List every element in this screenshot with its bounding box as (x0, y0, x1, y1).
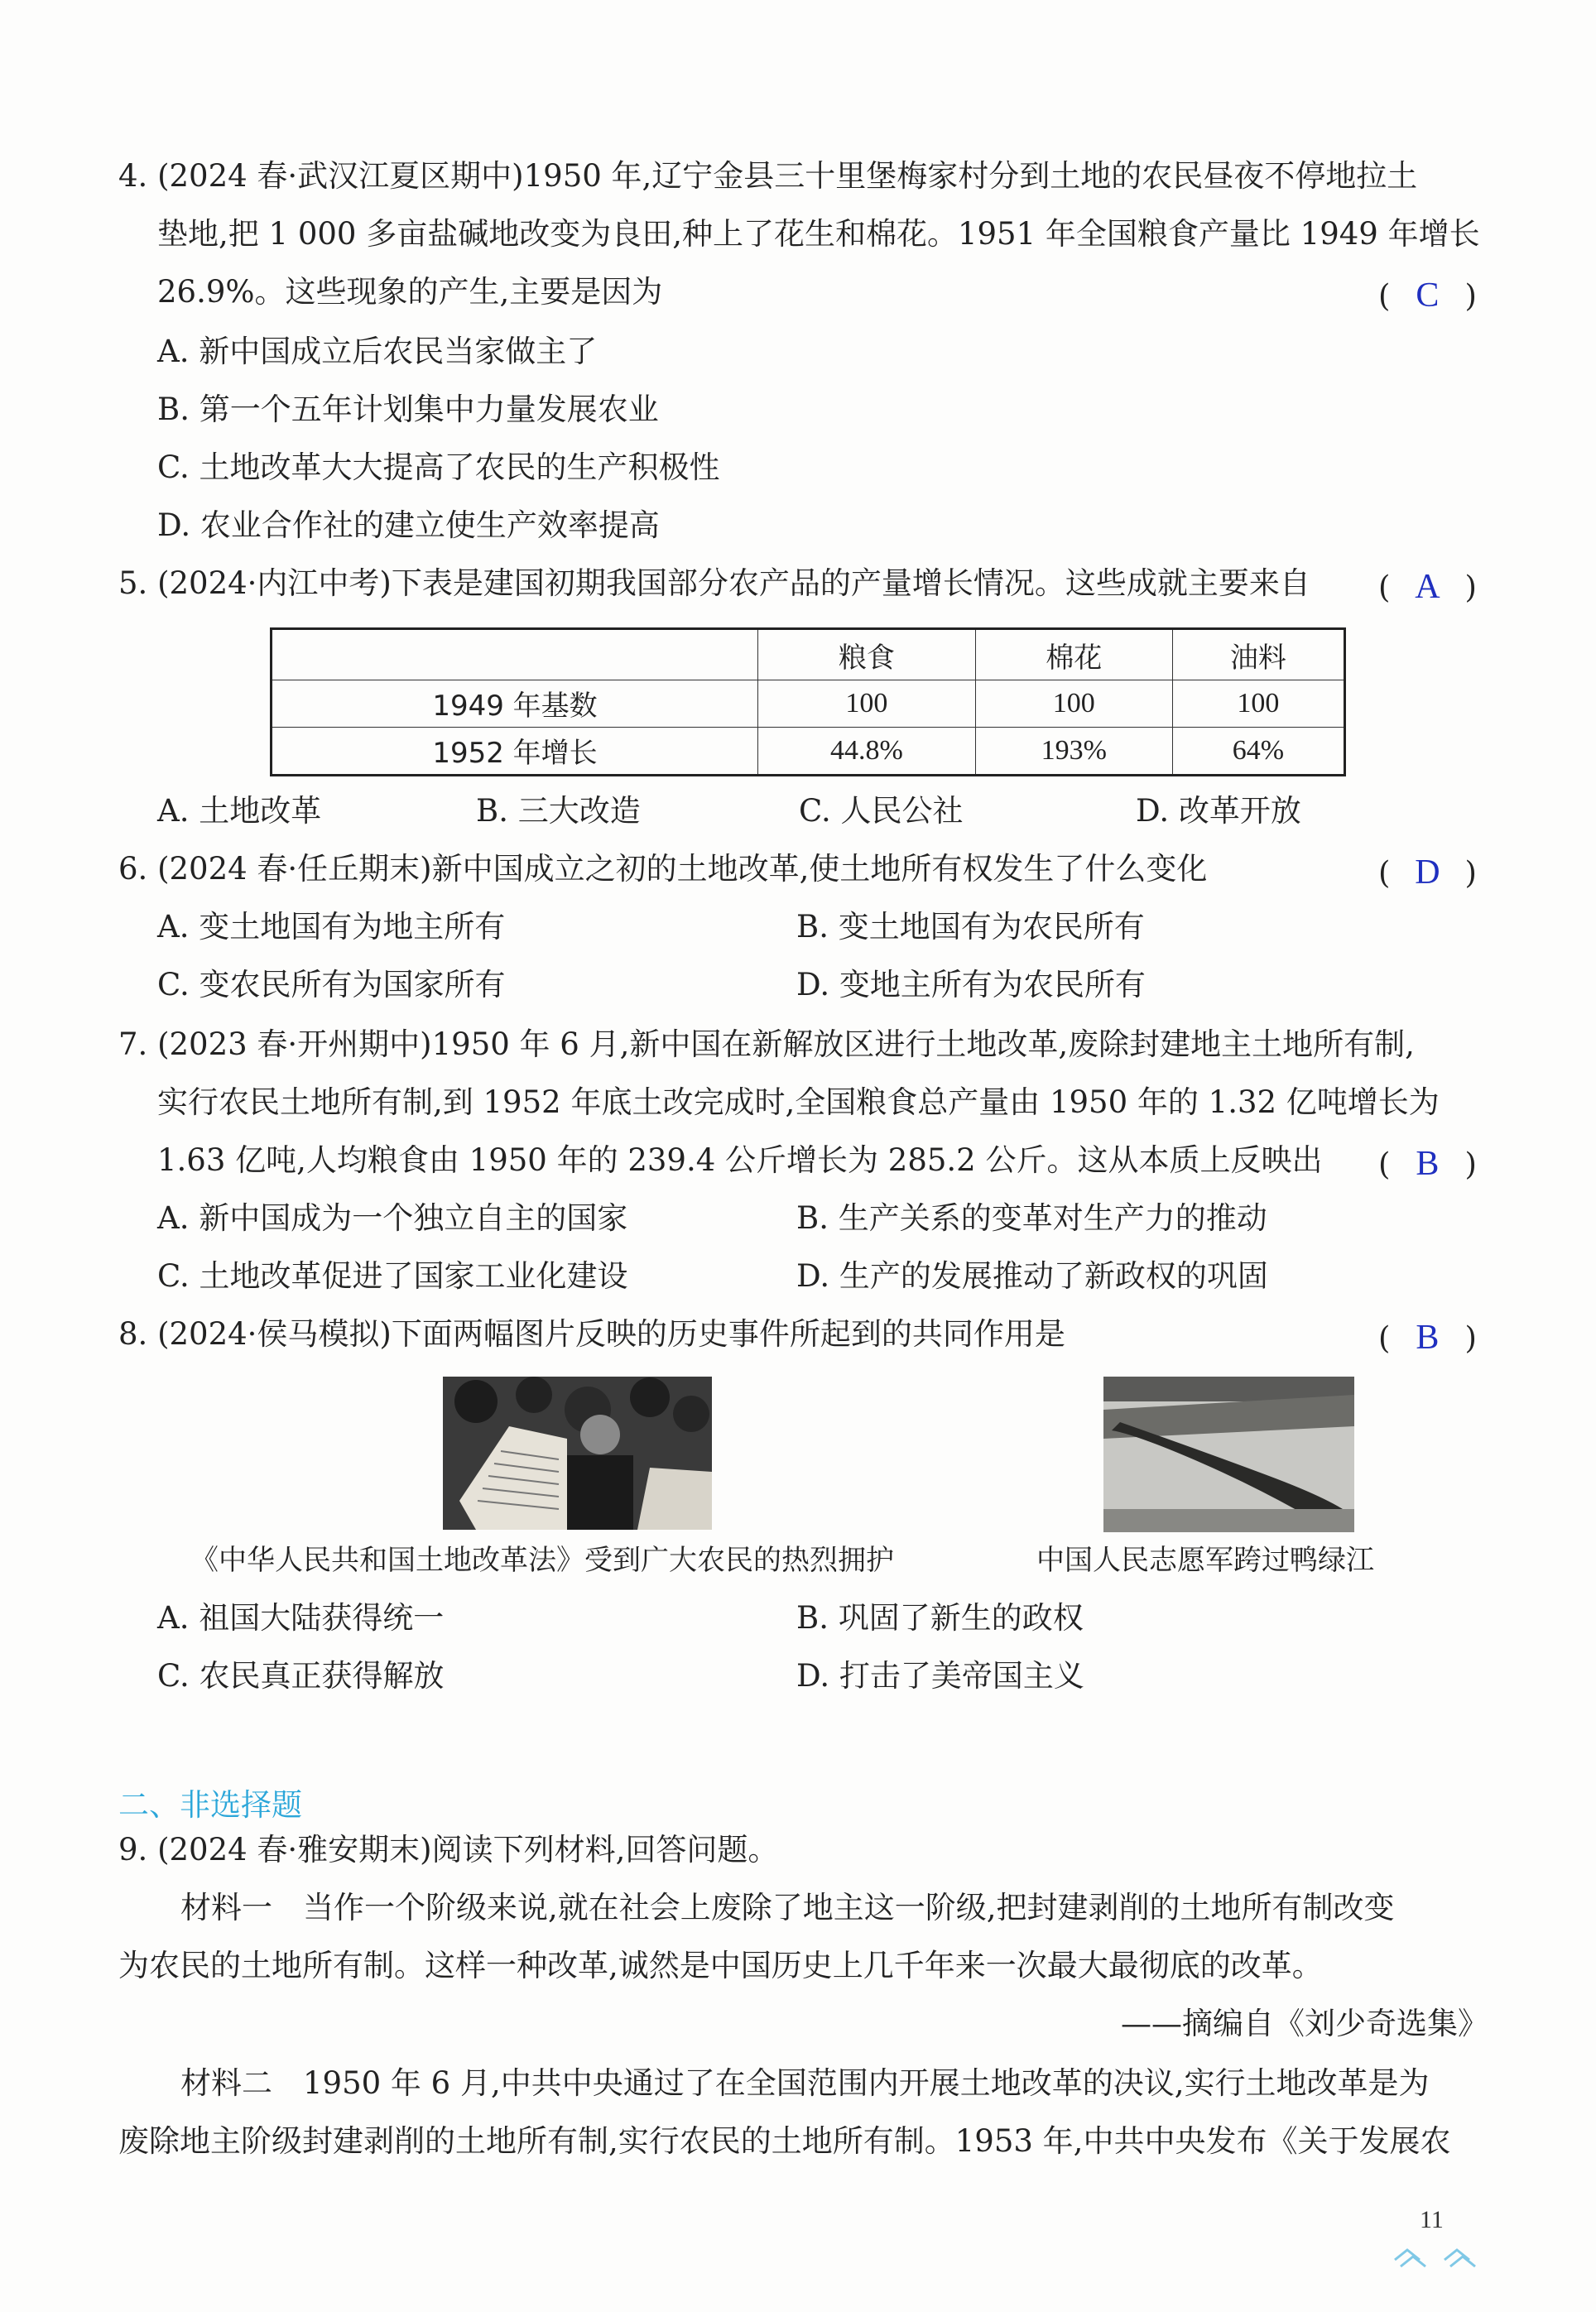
q7-option-c: C. 土地改革促进了国家工业化建设 (157, 1258, 628, 1294)
q5-option-a: A. 土地改革 (157, 793, 322, 829)
table-cell: 100 (975, 680, 1172, 728)
q9-material1-source: ——摘编自《刘少奇选集》 (1121, 2006, 1488, 2041)
q8-text-line1: 8. (2024·侯马模拟)下面两幅图片反映的历史事件所起到的共同作用是 (118, 1316, 1065, 1352)
q6-answer-letter: D (1415, 853, 1440, 892)
q5-answer-letter: A (1415, 568, 1440, 606)
q6-option-d: D. 变地主所有为农民所有 (796, 967, 1146, 1002)
q9-intro: 9. (2024 春·雅安期末)阅读下列材料,回答问题。 (118, 1832, 779, 1867)
q7-answer-letter: B (1416, 1145, 1440, 1183)
table-cell: 44.8% (758, 727, 976, 775)
q6-option-b: B. 变土地国有为农民所有 (796, 909, 1145, 945)
q4-text-line2: 垫地,把 1 000 多亩盐碱地改变为良田,种上了花生和棉花。1951 年全国粮食产量比 1949 年增长 (157, 216, 1480, 252)
caption-right: 中国人民志愿军跨过鸭绿江 (1036, 1544, 1374, 1577)
q7-option-d: D. 生产的发展推动了新政权的巩固 (796, 1258, 1268, 1294)
q4-option-b: B. 第一个五年计划集中力量发展农业 (157, 392, 659, 427)
q8-option-b: B. 巩固了新生的政权 (796, 1600, 1084, 1636)
q9-material1-line2: 为农民的土地所有制。这样一种改革,诚然是中国历史上几千年来一次最大最彻底的改革。 (118, 1948, 1323, 1983)
q5-option-d: D. 改革开放 (1136, 793, 1301, 829)
q9-material1-line1: 材料一 当作一个阶级来说,就在社会上废除了地主这一阶级,把封建剥削的土地所有制改变 (180, 1890, 1395, 1925)
q5-option-c: C. 人民公社 (799, 793, 964, 829)
q4-option-c: C. 土地改革大大提高了农民的生产积极性 (157, 449, 720, 485)
table-row-label: 1949 年基数 (272, 680, 758, 728)
q6-option-a: A. 变土地国有为地主所有 (157, 909, 506, 945)
q6-text-line1: 6. (2024 春·任丘期末)新中国成立之初的土地改革,使土地所有权发生了什么变化 (118, 851, 1208, 887)
q7-text-line3: 1.63 亿吨,人均粮食由 1950 年的 239.4 公斤增长为 285.2 公斤。这从本质上反映出 (157, 1142, 1323, 1178)
page-number: 11 (1420, 2206, 1444, 2233)
q7-text-line2: 实行农民土地所有制,到 1952 年底土改完成时,全国粮食总产量由 1950 年的 1.32 亿吨增长为 (157, 1084, 1440, 1120)
section-title: 二、非选择题 (118, 1787, 302, 1823)
land-reform-law-photo (443, 1377, 712, 1530)
q7-text-line1: 7. (2023 春·开州期中)1950 年 6 月,新中国在新解放区进行土地改革,废除封建地主土地所有制, (118, 1026, 1415, 1062)
table-row (272, 727, 1345, 775)
q6-option-c: C. 变农民所有为国家所有 (157, 967, 506, 1002)
production-table (270, 627, 1346, 776)
q5-text-line1: 5. (2024·内江中考)下表是建国初期我国部分农产品的产量增长情况。这些成就主要来自 (118, 565, 1310, 601)
q4-text-line1: 4. (2024 春·武汉江夏区期中)1950 年,辽宁金县三十里堡梅家村分到土地的农民昼夜不停地拉土 (118, 158, 1418, 194)
table-cell: 193% (975, 727, 1172, 775)
q4-option-d: D. 农业合作社的建立使生产效率提高 (157, 507, 660, 543)
q4-option-a: A. 新中国成立后农民当家做主了 (157, 334, 598, 369)
q4-answer: ( C ) (1378, 276, 1477, 315)
table-cell: 64% (1172, 727, 1344, 775)
q5-option-b: B. 三大改造 (476, 793, 641, 829)
q9-material2-line2: 废除地主阶级封建剥削的土地所有制,实行农民的土地所有制。1953 年,中共中央发布《关于发展农 (118, 2123, 1451, 2159)
q8-answer-letter: B (1416, 1319, 1440, 1357)
q8-option-d: D. 打击了美帝国主义 (796, 1658, 1084, 1694)
q8-option-a: A. 祖国大陆获得统一 (157, 1600, 445, 1636)
caption-left: 《中华人民共和国土地改革法》受到广大农民的热烈拥护 (190, 1544, 894, 1577)
table-cell: 100 (1172, 680, 1344, 728)
table-header-grain: 粮食 (758, 629, 976, 680)
q7-answer: ( B ) (1378, 1145, 1477, 1183)
table-cell: 100 (758, 680, 976, 728)
table-header-row (272, 629, 1345, 680)
q6-answer: ( D ) (1378, 853, 1477, 892)
q8-answer: ( B ) (1378, 1319, 1477, 1357)
q5-answer: ( A ) (1378, 568, 1477, 606)
q7-option-b: B. 生产关系的变革对生产力的推动 (796, 1200, 1267, 1236)
table-header-oil: 油料 (1172, 629, 1344, 680)
q9-material2-line1: 材料二 1950 年 6 月,中共中央通过了在全国范围内开展土地改革的决议,实行土地改革是为 (180, 2065, 1430, 2101)
q8-option-c: C. 农民真正获得解放 (157, 1658, 445, 1694)
table-row (272, 680, 1345, 728)
q4-text-line3: 26.9%。这些现象的产生,主要是因为 (157, 274, 663, 310)
table-header-empty (272, 629, 758, 680)
page-decoration-icon (1391, 2235, 1482, 2271)
crossing-yalu-river-photo (1103, 1377, 1354, 1532)
q7-option-a: A. 新中国成为一个独立自主的国家 (157, 1200, 628, 1236)
table-row-label: 1952 年增长 (272, 727, 758, 775)
table-header-cotton: 棉花 (975, 629, 1172, 680)
q4-answer-letter: C (1416, 276, 1440, 315)
